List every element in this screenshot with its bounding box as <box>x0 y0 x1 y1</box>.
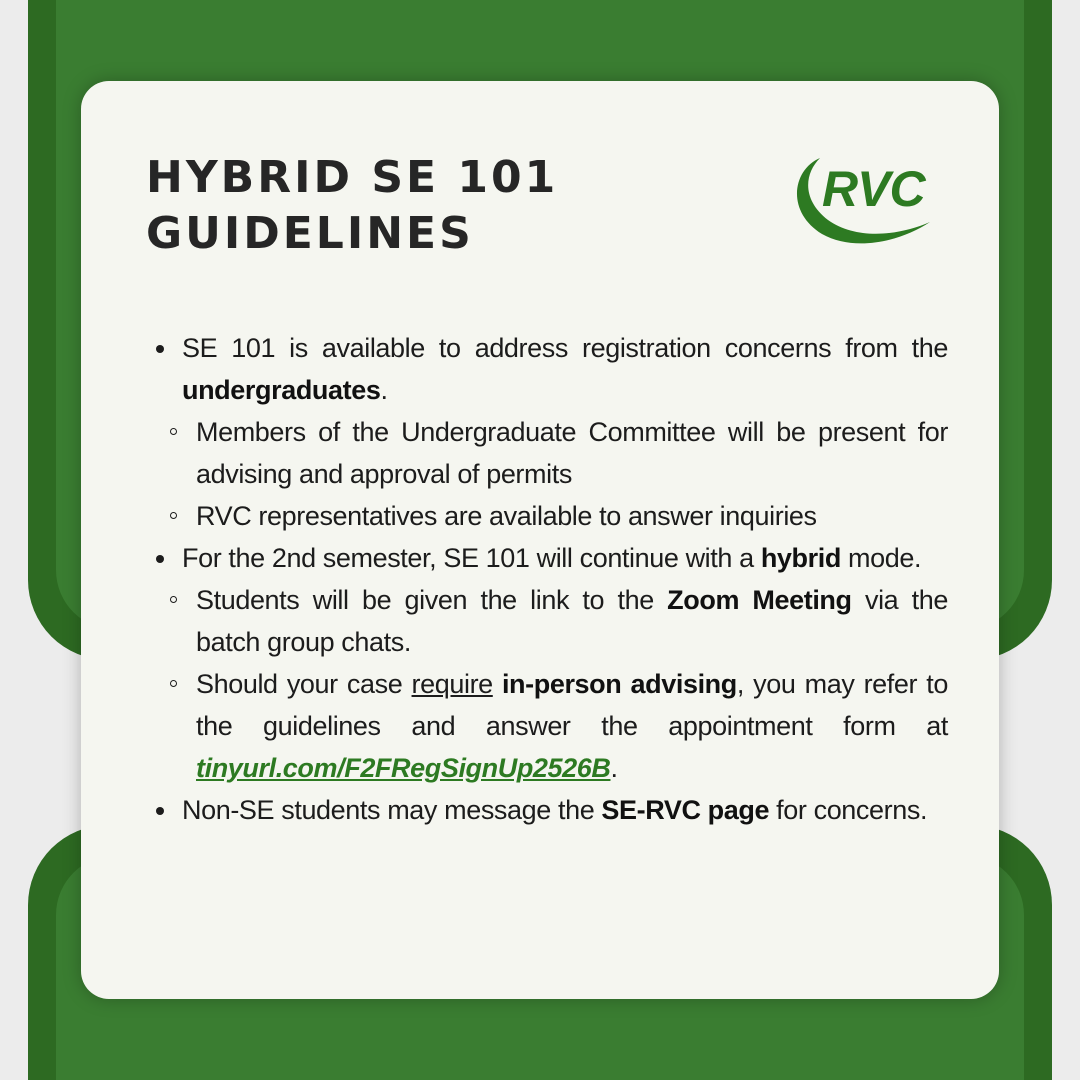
list-item-hybrid-mode: For the 2nd semester, SE 101 will continue with a hybrid mode. Students will be given the link to the Zoom Meeting via the batch group chats. Should your case require in-person advising, you may refer to the guidelines and answer the appointment form at tinyurl.com/F2FRegSignUp2526B. <box>146 537 948 789</box>
page-title <box>146 150 666 262</box>
emphasis-undergraduates: undergraduates <box>182 375 381 405</box>
guidelines-list <box>146 327 948 831</box>
emphasis-se-rvc-page: SE-RVC page <box>601 795 770 825</box>
emphasis-in-person-advising: in-person advising <box>501 669 737 699</box>
page-title-line-2: GUIDELINES <box>146 208 474 259</box>
sub-item-in-person-advising: Should your case require in-person advising, you may refer to the guidelines and answer the appointment form at tinyurl.com/F2FRegSignUp2526B. <box>146 663 948 789</box>
list-item-availability: SE 101 is available to address registration concerns from the undergraduates. Members of the Undergraduate Committee will be present for advising and approval of permits RVC representatives are available to answer inquiries <box>146 327 948 537</box>
rvc-logo-icon <box>790 150 940 250</box>
appointment-form-link[interactable]: tinyurl.com/F2FRegSignUp2526B <box>196 753 611 783</box>
emphasis-zoom-meeting: Zoom Meeting <box>667 585 852 615</box>
page-title-line-1: HYBRID SE 101 <box>146 152 559 203</box>
rvc-logo-text: RVC <box>822 161 925 217</box>
sub-item-rvc-representatives: RVC representatives are available to answer inquiries <box>146 495 948 537</box>
emphasis-require: require <box>411 669 493 699</box>
list-item-non-se-students: Non-SE students may message the SE-RVC page for concerns. <box>146 789 948 831</box>
sub-item-committee: Members of the Undergraduate Committee will be present for advising and approval of permits <box>146 411 948 495</box>
emphasis-hybrid: hybrid <box>760 543 841 573</box>
sub-item-zoom-link: Students will be given the link to the Zoom Meeting via the batch group chats. <box>146 579 948 663</box>
